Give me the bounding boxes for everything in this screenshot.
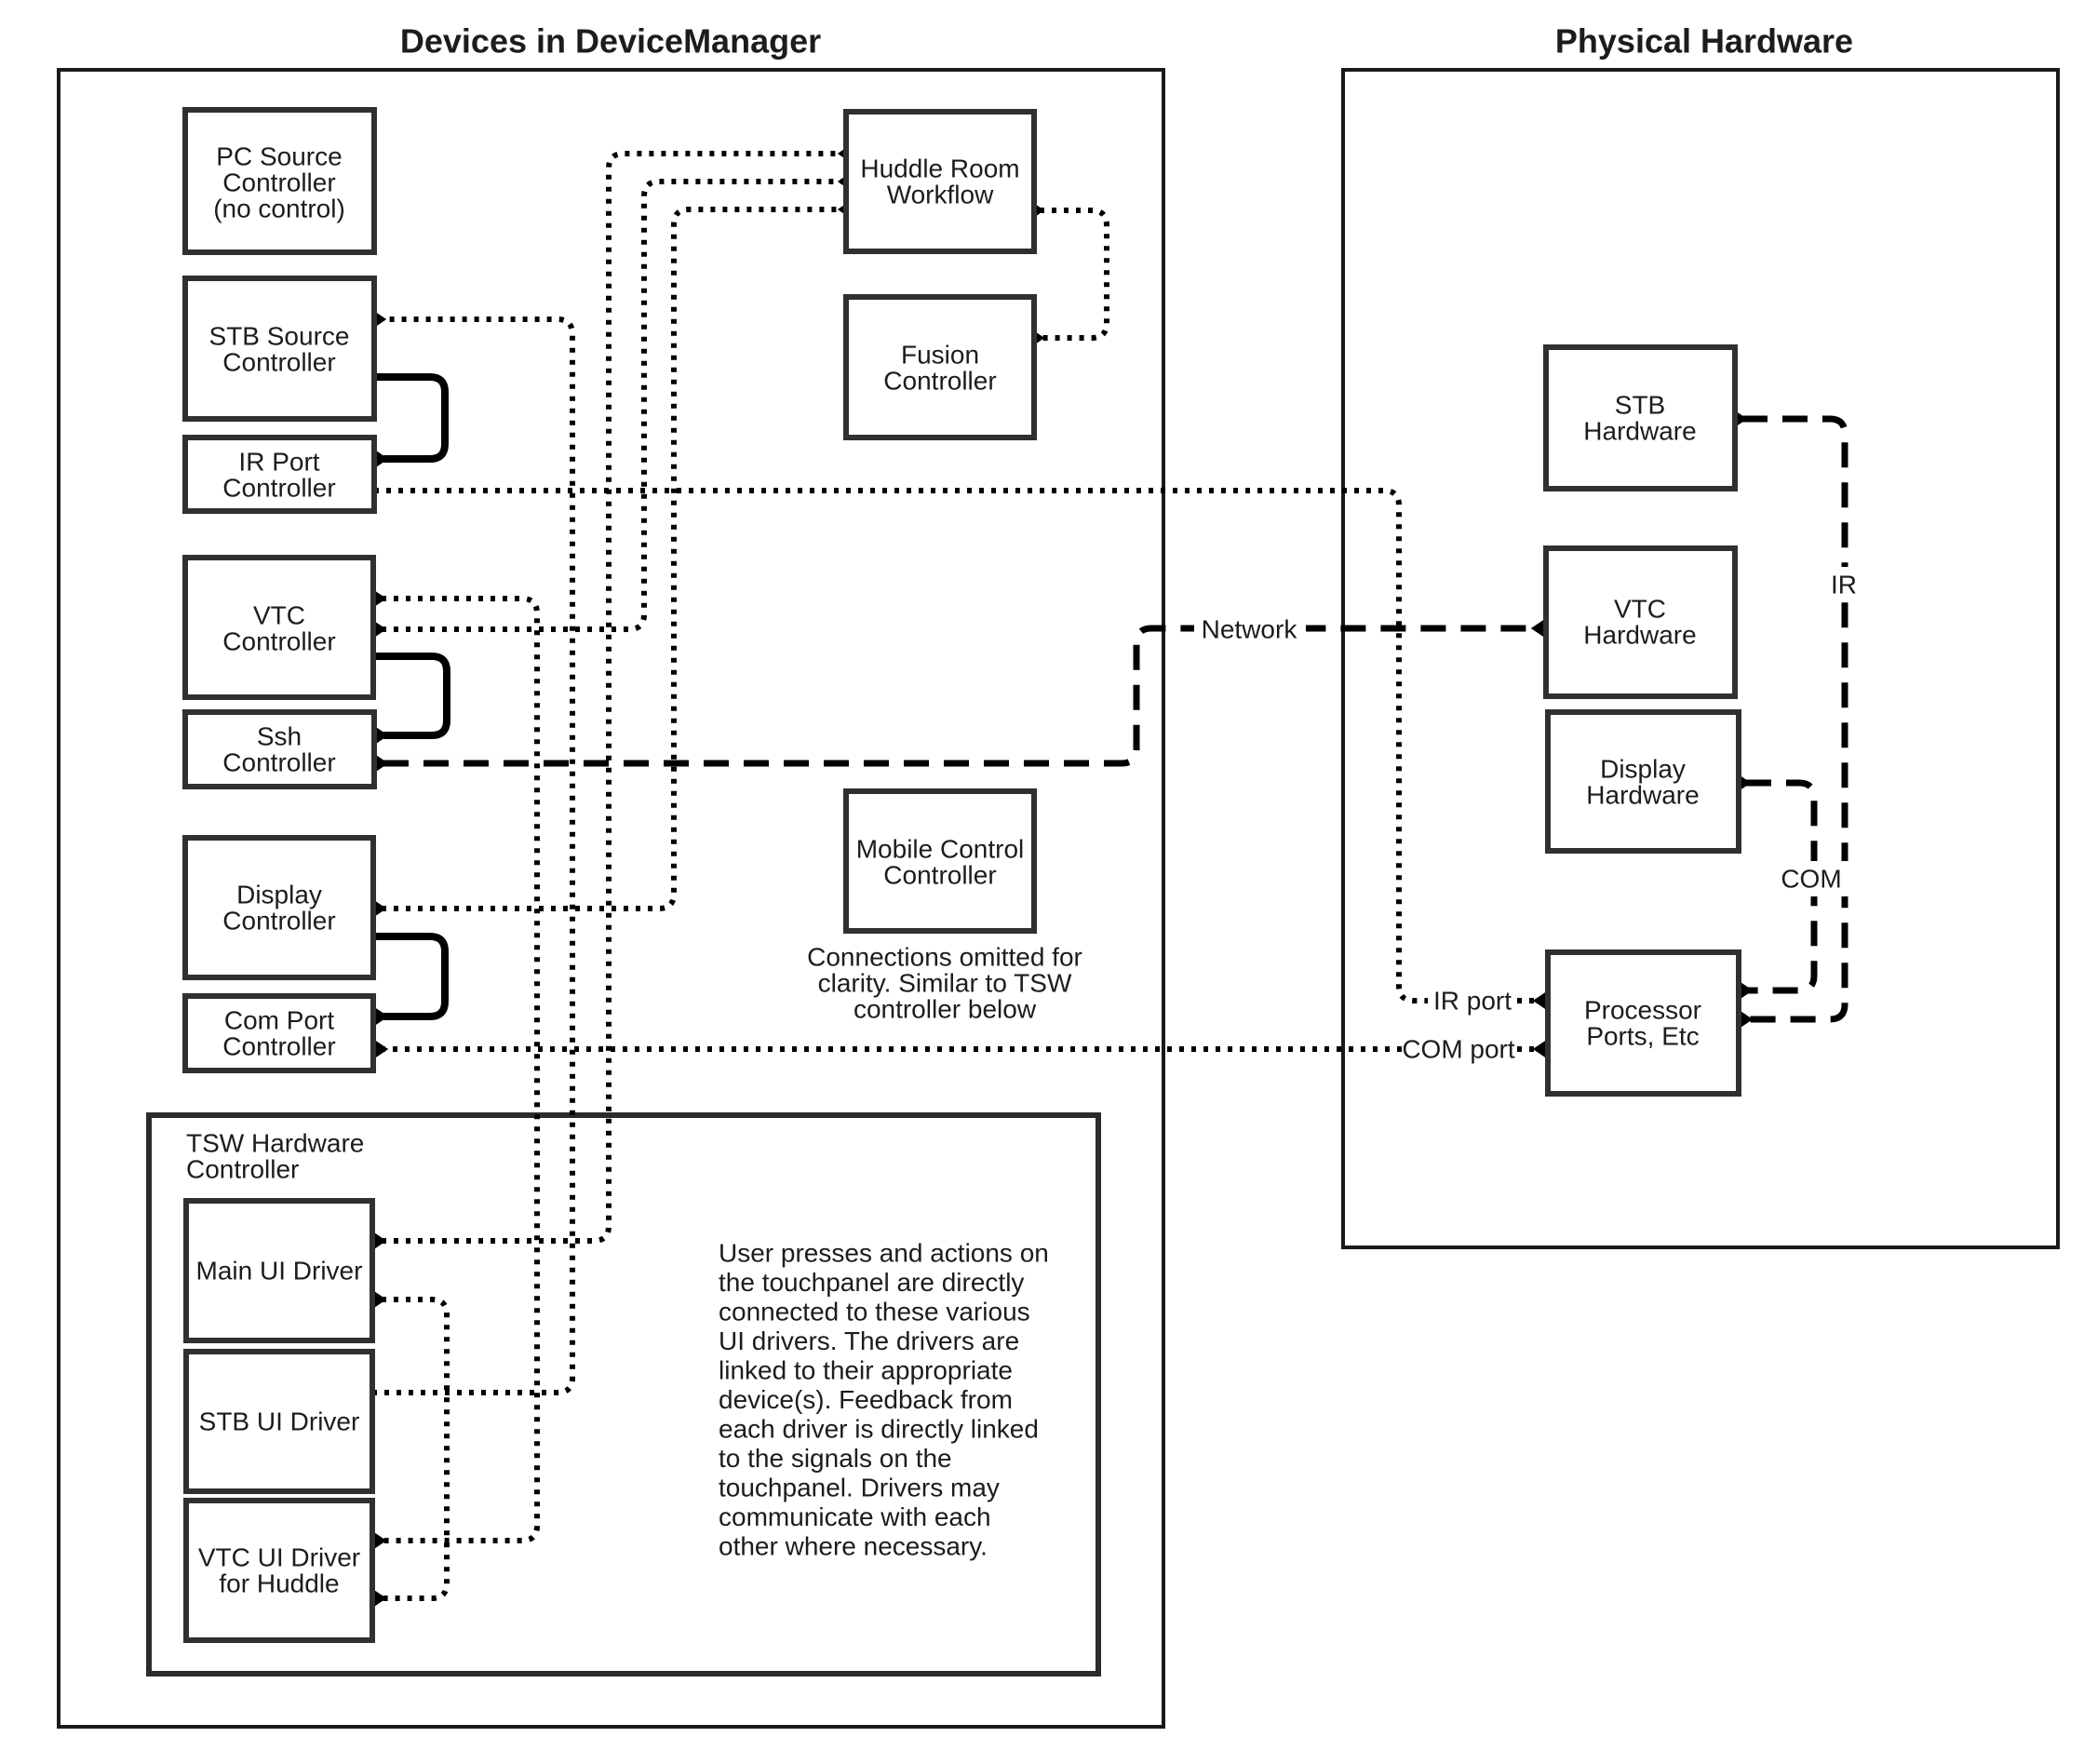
node-com-port-controller: [185, 996, 373, 1071]
mobile-note-2: clarity. Similar to TSW: [817, 968, 1072, 998]
pc-source-label-2: Controller: [222, 168, 336, 197]
edge-main-ui-driver-vtc-ui-driver: [382, 1299, 447, 1598]
main-ui-driver-label: Main UI Driver: [195, 1256, 363, 1286]
tsw-label-1: TSW Hardware: [186, 1128, 365, 1158]
processor-label-2: Ports, Etc: [1586, 1021, 1700, 1051]
node-vtc-ui-driver: [186, 1501, 372, 1640]
edge-network-ssh-to-vtc-hardware: [383, 628, 1536, 763]
display-label-1: Display: [236, 880, 322, 909]
node-stb-hardware: [1546, 347, 1735, 489]
tsw-note-line: connected to these various: [719, 1297, 1030, 1326]
stb-ui-driver-label: STB UI Driver: [198, 1407, 360, 1436]
node-pc-source-controller: [185, 110, 374, 252]
tsw-description-text: [719, 1239, 1049, 1561]
display-hardware-label-1: Display: [1600, 754, 1686, 784]
edge-display-to-com-port-controller: [373, 936, 445, 1017]
ssh-label-1: Ssh: [256, 721, 302, 751]
vtc-hardware-label-1: VTC: [1614, 594, 1666, 624]
edge-vtc-to-ssh-controller: [372, 656, 447, 735]
mobile-note-1: Connections omitted for: [807, 942, 1082, 972]
tsw-note-line: the touchpanel are directly: [719, 1268, 1025, 1297]
huddle-label-2: Workflow: [886, 180, 994, 209]
edge-vtc-controller-vtc-ui-driver: [382, 599, 537, 1541]
com-port-label: COM port: [1402, 1034, 1515, 1064]
tsw-note-line: device(s). Feedback from: [719, 1385, 1013, 1414]
node-ir-port-controller: [185, 438, 374, 511]
display-hardware-label-2: Hardware: [1586, 780, 1700, 810]
huddle-label-1: Huddle Room: [860, 154, 1020, 183]
mobile-note-3: controller below: [853, 994, 1037, 1024]
mobile-label-2: Controller: [883, 860, 997, 890]
edge-stb-source-to-ir-port-controller: [374, 377, 445, 459]
vtc-hardware-label-2: Hardware: [1583, 620, 1697, 650]
node-mobile-control-controller: [846, 791, 1034, 931]
node-fusion-controller: [846, 297, 1034, 438]
edge-ir-stb-hardware-processor: [1742, 419, 1845, 1019]
node-display-controller: [185, 838, 373, 977]
node-stb-source-controller: [185, 278, 374, 419]
tsw-note-line: other where necessary.: [719, 1531, 988, 1561]
ir-port-label: IR port: [1432, 986, 1512, 1016]
ir-label: IR: [1831, 570, 1857, 599]
fusion-label-2: Controller: [883, 366, 997, 396]
vtc-ui-driver-label-1: VTC UI Driver: [197, 1542, 361, 1572]
stb-hardware-label-2: Hardware: [1583, 416, 1697, 446]
tsw-note-line: UI drivers. The drivers are: [719, 1326, 1020, 1355]
tsw-note-line: communicate with each: [719, 1502, 991, 1531]
edge-display-controller-huddle-room-workflow: [382, 209, 842, 909]
pc-source-label-3: (no control): [213, 194, 345, 223]
tsw-note-line: linked to their appropriate: [719, 1355, 1013, 1385]
stb-source-label-2: Controller: [222, 347, 336, 377]
edge-huddle-room-workflow-fusion-controller: [1040, 210, 1107, 338]
display-label-2: Controller: [222, 906, 336, 936]
tsw-note-line: User presses and actions on: [719, 1238, 1049, 1268]
node-display-hardware: [1548, 712, 1739, 851]
tsw-group-label: [186, 1129, 364, 1184]
com-port-label-1: Com Port: [223, 1005, 335, 1035]
stb-hardware-label-1: STB: [1614, 390, 1666, 420]
node-processor-ports: [1548, 952, 1739, 1094]
fusion-label-1: Fusion: [900, 340, 980, 370]
left-panel-title: Devices in DeviceManager: [399, 21, 822, 61]
right-panel-title: Physical Hardware: [1554, 21, 1854, 61]
tsw-note-line: touchpanel. Drivers may: [719, 1473, 1000, 1502]
node-main-ui-driver: [186, 1201, 372, 1340]
vtc-label-1: VTC: [253, 600, 305, 630]
vtc-label-2: Controller: [222, 626, 336, 656]
node-huddle-room-workflow: [846, 112, 1034, 251]
node-ssh-controller: [185, 712, 374, 787]
node-vtc-hardware: [1546, 548, 1735, 696]
pc-source-label-1: PC Source: [216, 141, 343, 171]
tsw-note-line: to the signals on the: [719, 1444, 952, 1473]
processor-label-1: Processor: [1583, 995, 1702, 1025]
mobile-label-1: Mobile Control: [855, 834, 1025, 864]
tsw-note-line: each driver is directly linked: [719, 1414, 1039, 1444]
vtc-ui-driver-label-2: for Huddle: [219, 1569, 340, 1598]
com-label: COM: [1781, 864, 1842, 894]
edge-vtc-controller-huddle-room-workflow: [382, 182, 842, 629]
ir-port-label-2: Controller: [222, 473, 336, 503]
mobile-controller-note: [807, 943, 1082, 1024]
network-label: Network: [1201, 614, 1297, 644]
ssh-label-2: Controller: [222, 747, 336, 777]
ir-port-label-1: IR Port: [238, 447, 320, 477]
stb-source-label-1: STB Source: [208, 321, 350, 351]
com-port-label-2: Controller: [222, 1031, 336, 1061]
tsw-label-2: Controller: [186, 1154, 300, 1184]
node-vtc-controller: [185, 558, 373, 697]
edge-stb-ui-driver-stb-source-controller: [372, 319, 572, 1393]
node-stb-ui-driver: [186, 1352, 372, 1491]
